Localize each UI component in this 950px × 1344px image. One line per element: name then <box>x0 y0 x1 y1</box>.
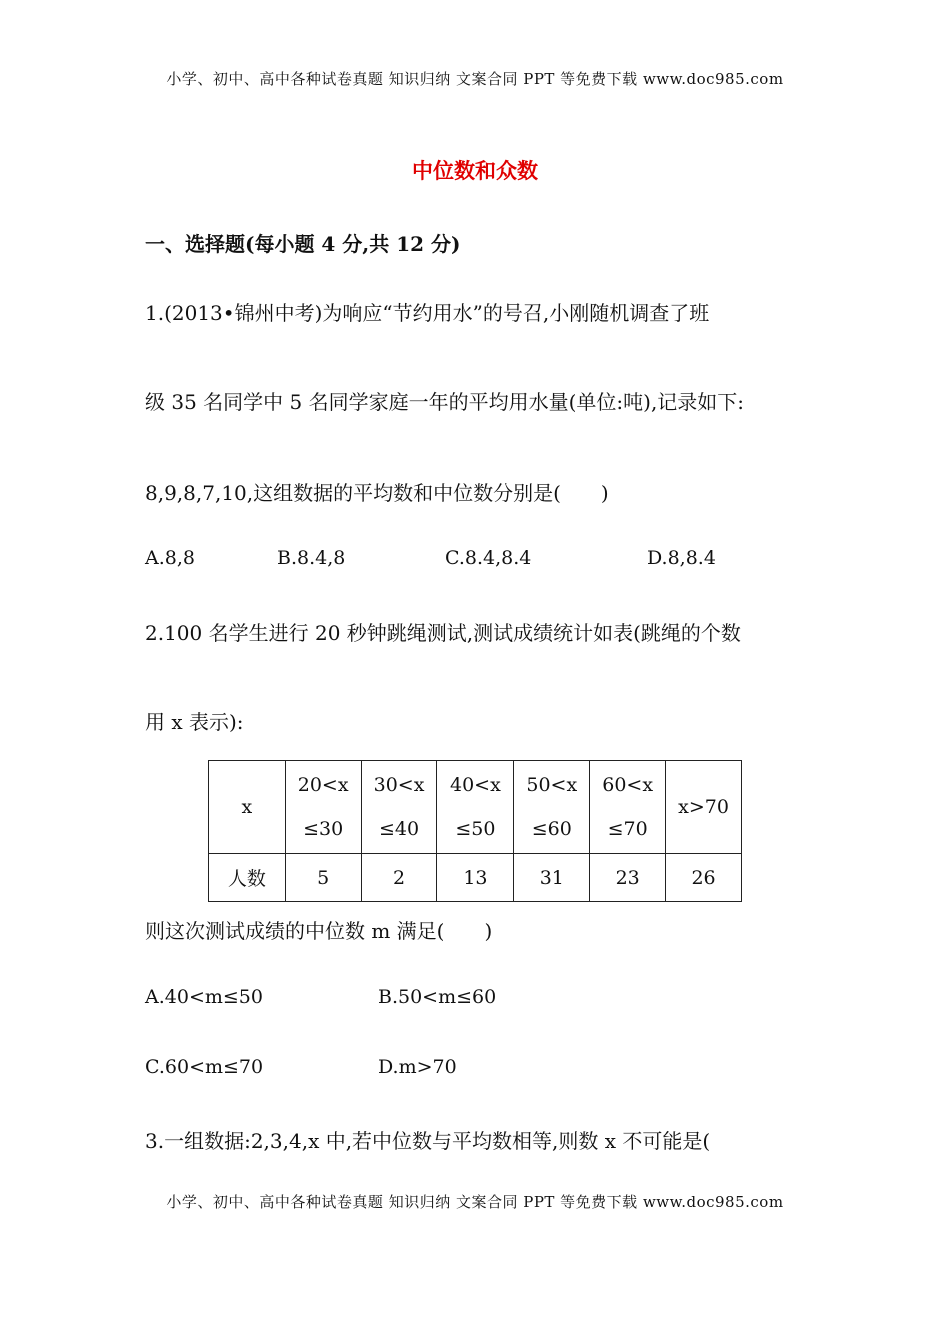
q2-option-d: D.m>70 <box>378 1056 457 1078</box>
q2-line-3: 则这次测试成绩的中位数 m 满足( ) <box>145 919 493 943</box>
page-footer: 小学、初中、高中各种试卷真题 知识归纳 文案合同 PPT 等免费下载 www.doc985.com <box>166 1193 784 1211</box>
table-cell-range: 50<x ≤60 <box>514 761 590 854</box>
table-cell-range: 20<x ≤30 <box>285 761 361 854</box>
table-cell-count: 23 <box>590 854 666 902</box>
q1-option-c: C.8.4,8.4 <box>445 547 532 569</box>
q2-line-2: 用 x 表示): <box>145 710 244 734</box>
page-header: 小学、初中、高中各种试卷真题 知识归纳 文案合同 PPT 等免费下载 www.doc985.com <box>166 70 784 88</box>
page-title: 中位数和众数 <box>412 158 538 183</box>
table-cell-count: 2 <box>361 854 437 902</box>
table-row <box>209 761 742 854</box>
q1-line-2: 级 35 名同学中 5 名同学家庭一年的平均用水量(单位:吨),记录如下: <box>145 390 745 414</box>
score-table <box>208 760 742 902</box>
q1-option-b: B.8.4,8 <box>277 547 346 569</box>
q2-option-c: C.60<m≤70 <box>145 1056 264 1078</box>
table-cell-range: 60<x ≤70 <box>590 761 666 854</box>
section-heading: 一、选择题(每小题 4 分,共 12 分) <box>145 232 461 256</box>
table-cell-count: 13 <box>437 854 514 902</box>
q1-line-1: 1.(2013•锦州中考)为响应“节约用水”的号召,小刚随机调查了班 <box>145 301 710 325</box>
table-cell-range: 40<x ≤50 <box>437 761 514 854</box>
table-cell-count: 5 <box>285 854 361 902</box>
table-cell-count: 26 <box>666 854 742 902</box>
q2-line-1: 2.100 名学生进行 20 秒钟跳绳测试,测试成绩统计如表(跳绳的个数 <box>145 621 741 645</box>
table-header-count: 人数 <box>209 854 286 902</box>
table-row <box>209 854 742 902</box>
table-cell-range: x>70 <box>666 761 742 854</box>
table-cell-count: 31 <box>514 854 590 902</box>
q3-line-1: 3.一组数据:2,3,4,x 中,若中位数与平均数相等,则数 x 不可能是( <box>145 1129 711 1153</box>
q2-option-b: B.50<m≤60 <box>378 986 497 1008</box>
table-header-x: x <box>209 761 286 854</box>
q1-line-3: 8,9,8,7,10,这组数据的平均数和中位数分别是( ) <box>145 481 609 505</box>
q2-option-a: A.40<m≤50 <box>145 986 263 1008</box>
q1-option-d: D.8,8.4 <box>647 547 716 569</box>
table-cell-range: 30<x ≤40 <box>361 761 437 854</box>
q1-option-a: A.8,8 <box>145 547 195 569</box>
